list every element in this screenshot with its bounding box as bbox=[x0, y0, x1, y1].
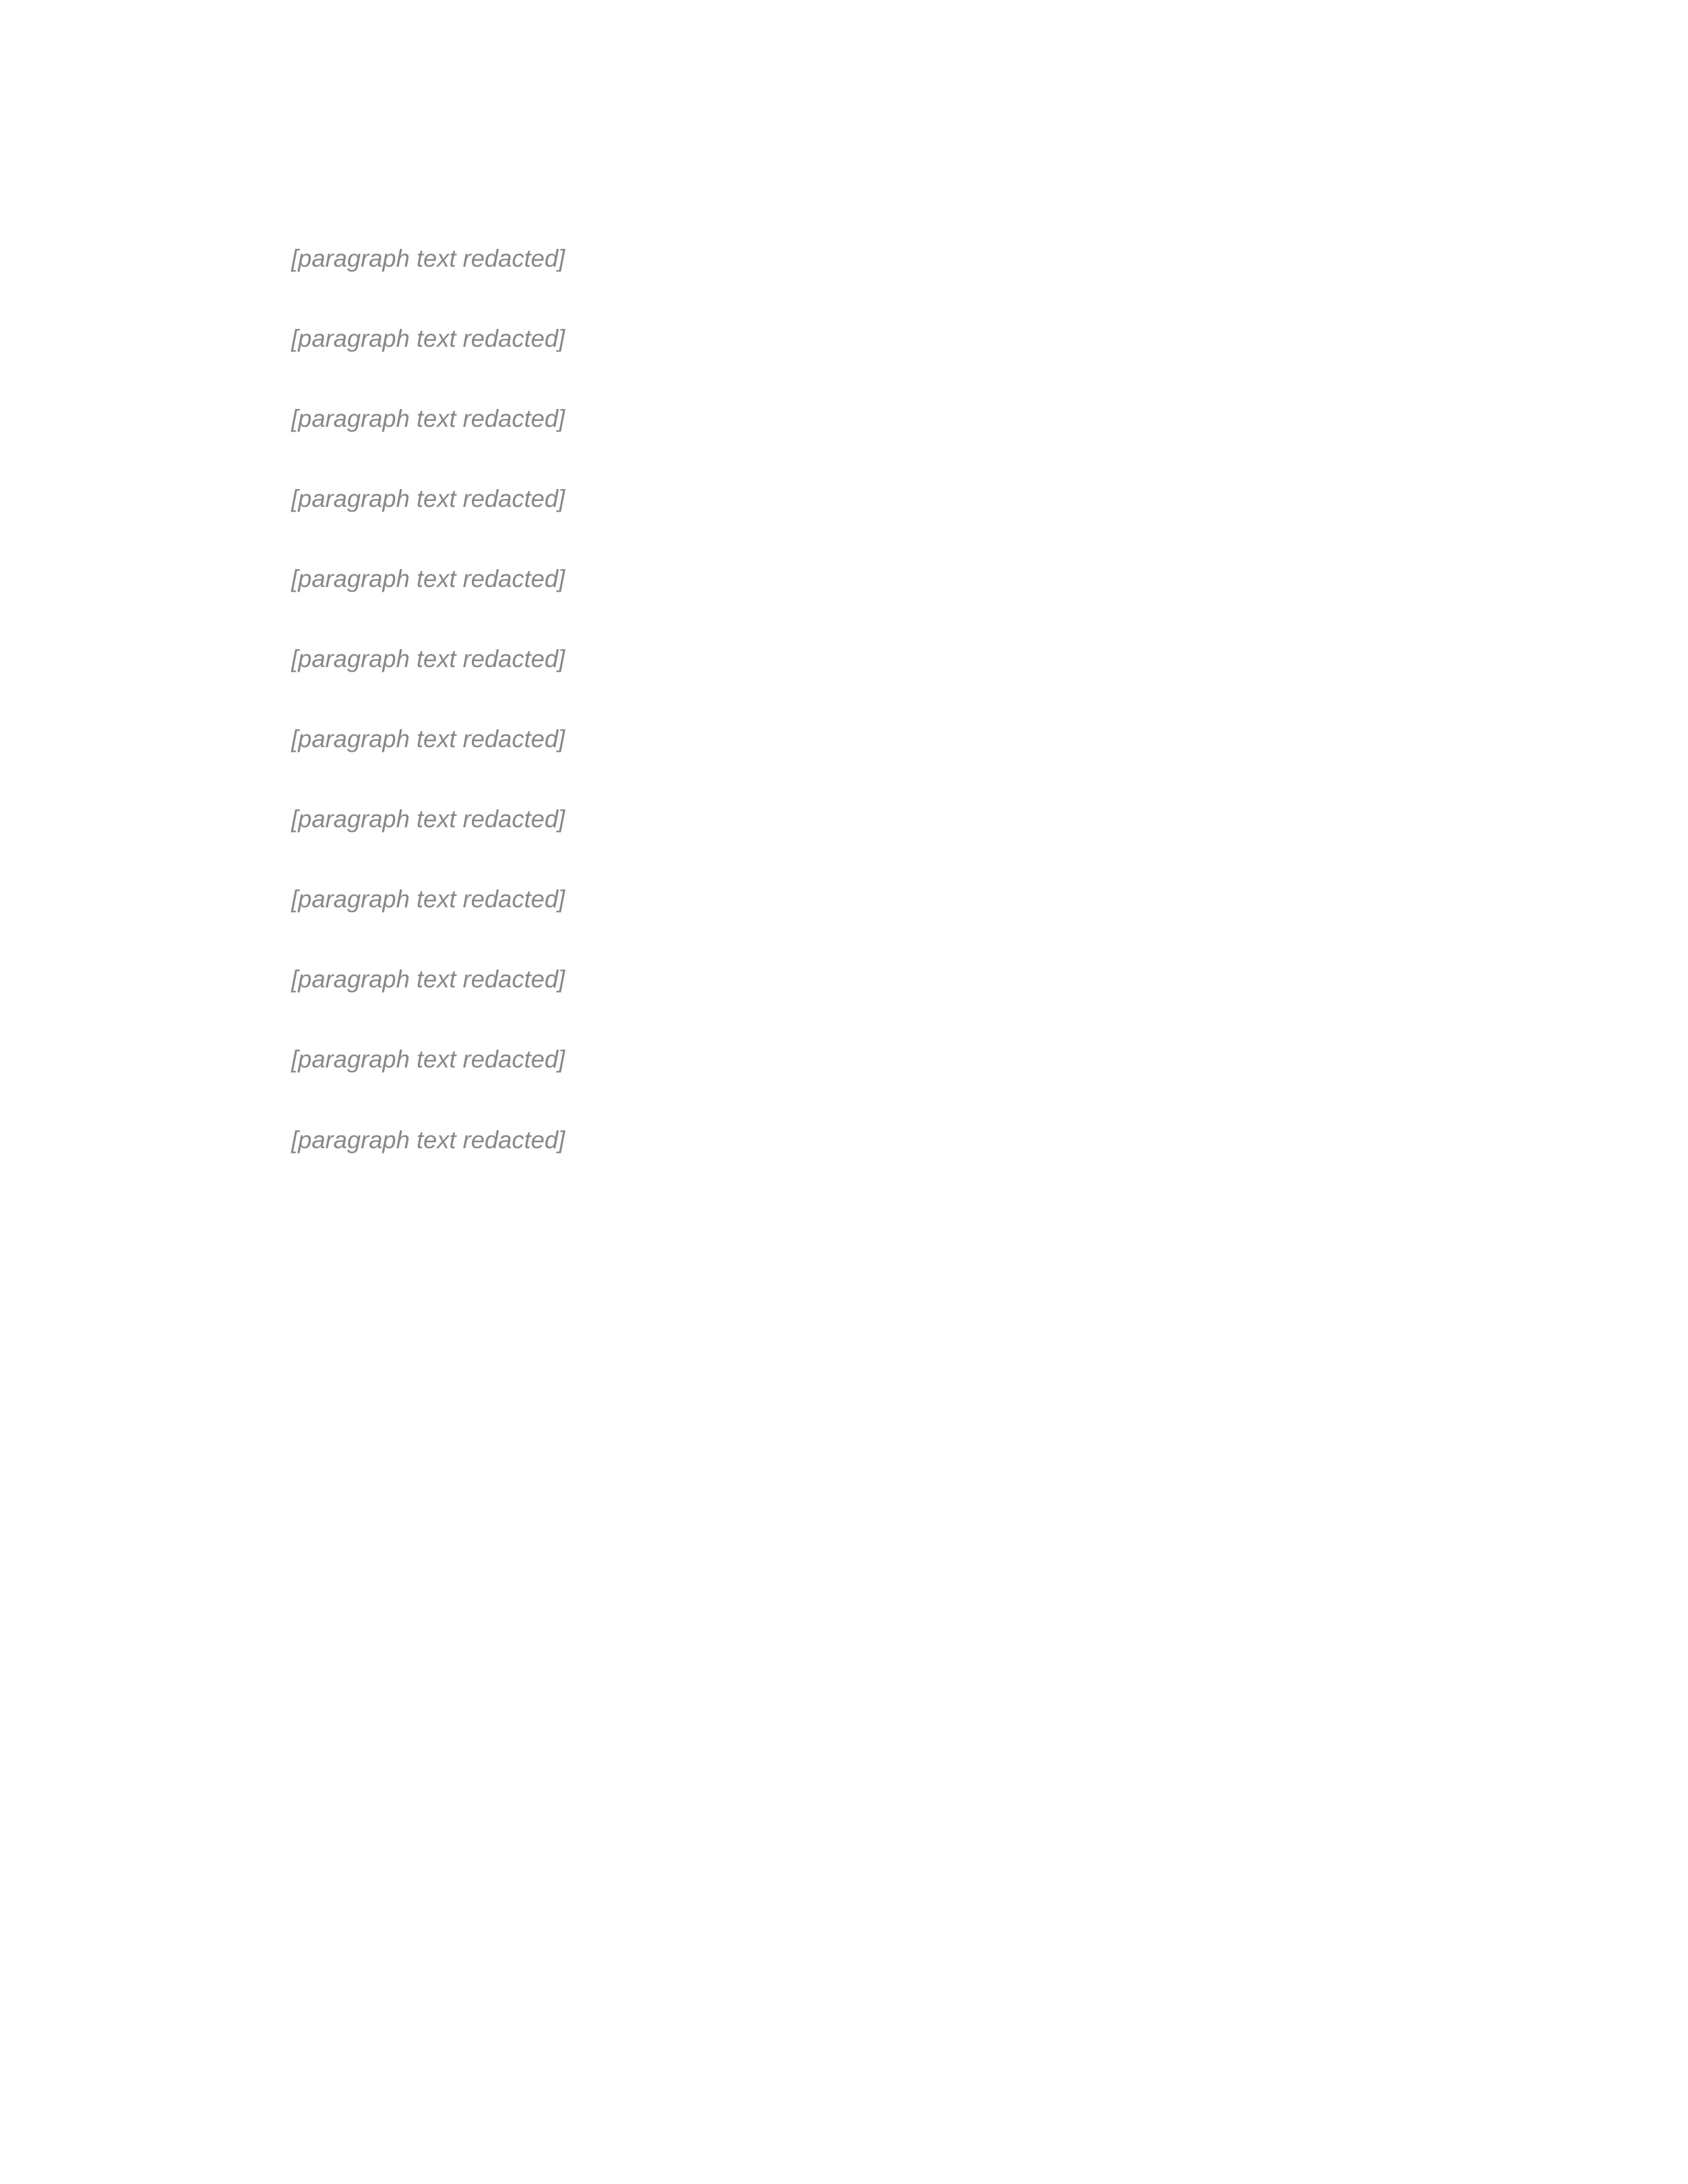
paragraph: [paragraph text redacted] bbox=[291, 966, 565, 993]
paragraph: [paragraph text redacted] bbox=[291, 1126, 565, 1154]
paragraph: [paragraph text redacted] bbox=[291, 325, 565, 353]
paragraph: [paragraph text redacted] bbox=[291, 886, 565, 913]
paragraph: [paragraph text redacted] bbox=[291, 405, 565, 433]
paragraph: [paragraph text redacted] bbox=[291, 485, 565, 513]
paragraph: [paragraph text redacted] bbox=[291, 805, 565, 833]
paragraph: [paragraph text redacted] bbox=[291, 245, 565, 272]
paragraph: [paragraph text redacted] bbox=[291, 1046, 565, 1073]
paragraph: [paragraph text redacted] bbox=[291, 645, 565, 673]
paragraph: [paragraph text redacted] bbox=[291, 565, 565, 593]
paragraph: [paragraph text redacted] bbox=[291, 725, 565, 753]
